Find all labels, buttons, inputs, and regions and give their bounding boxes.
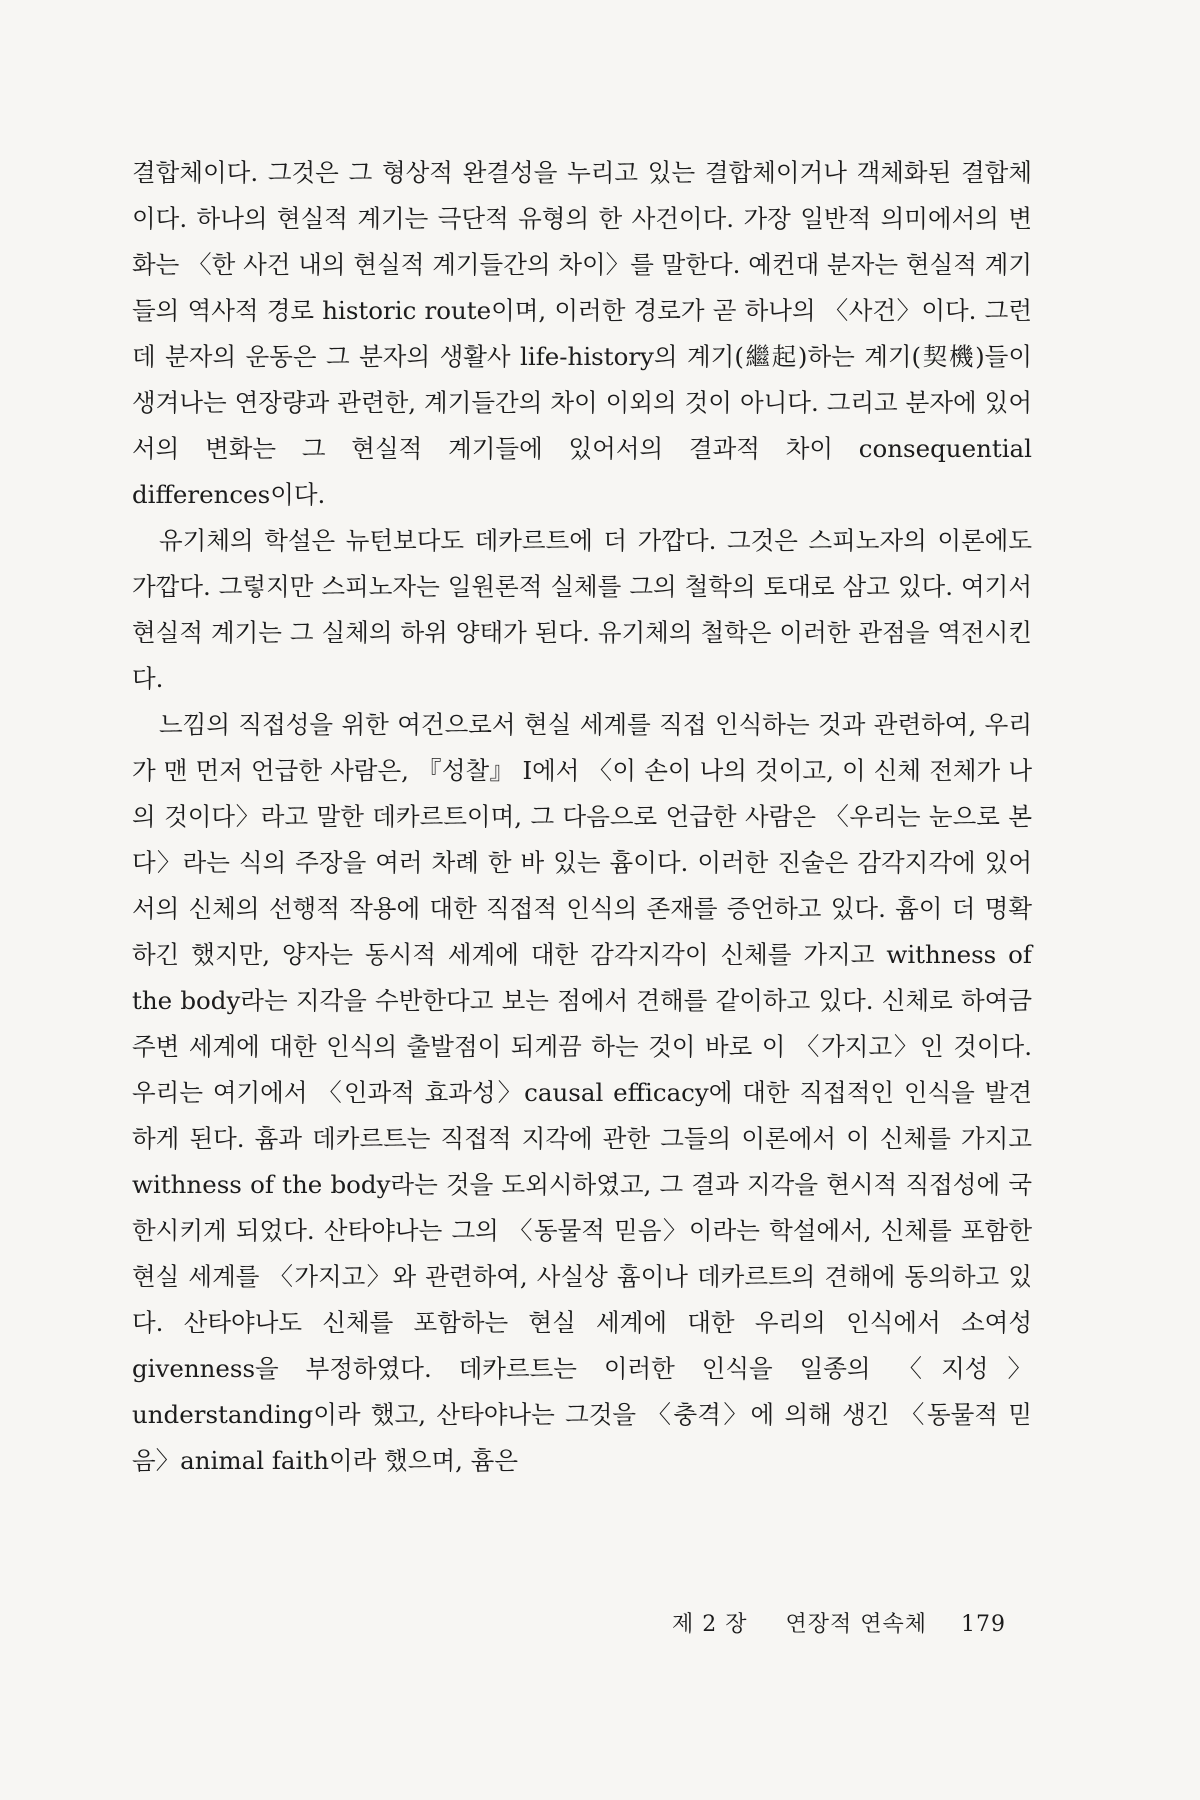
footer-chapter-title: 연장적 연속체	[785, 1612, 928, 1637]
running-footer	[672, 1607, 1006, 1638]
page-number: 179	[961, 1612, 1007, 1637]
paragraph-2: 유기체의 학설은 뉴턴보다도 데카르트에 더 가깝다. 그것은 스피노자의 이론에도 가깝다. 그렇지만 스피노자는 일원론적 실체를 그의 철학의 토대로 삼고 있다. 여기서 현실적 계기는 그 실체의 하위 양태가 된다. 유기체의 철학은 이러한 관점을 역전시킨다.	[132, 526, 1032, 693]
body-text	[132, 150, 1032, 1484]
paragraph-3: 느낌의 직접성을 위한 여건으로서 현실 세계를 직접 인식하는 것과 관련하여, 우리가 맨 먼저 언급한 사람은, 『성찰』 I에서 〈이 손이 나의 것이고, 이 신체 전체가 나의 것이다〉라고 말한 데카르트이며, 그 다음으로 언급한 사람은 〈우리는 눈으로 본다〉라는 식의 주장을 여러 차례 한 바 있는 흄이다. 이러한 진술은 감각지각에 있어서의 신체의 선행적 작용에 대한 직접적 인식의 존재를 증언하고 있다. 흄이 더 명확하긴 했지만, 양자는 동시적 세계에 대한 감각지각이 신체를 가지고 withness of the body라는 지각을 수반한다고 보는 점에서 견해를 같이하고 있다. 신체로 하여금 주변 세계에 대한 인식의 출발점이 되게끔 하는 것이 바로 이 〈가지고〉인 것이다. 우리는 여기에서 〈인과적 효과성〉causal efficacy에 대한 직접적인 인식을 발견하게 된다. 흄과 데카르트는 직접적 지각에 관한 그들의 이론에서 이 신체를 가지고 withness of the body라는 것을 도외시하였고, 그 결과 지각을 현시적 직접성에 국한시키게 되었다. 산타야나는 그의 〈동물적 믿음〉이라는 학설에서, 신체를 포함한 현실 세계를 〈가지고〉와 관련하여, 사실상 흄이나 데카르트의 견해에 동의하고 있다. 산타야나도 신체를 포함하는 현실 세계에 대한 우리의 인식에서 소여성 givenness을 부정하였다. 데카르트는 이러한 인식을 일종의 〈지성〉understanding이라 했고, 산타야나는 그것을 〈충격〉에 의해 생긴 〈동물적 믿음〉animal faith이라 했으며, 흄은	[132, 710, 1032, 1475]
footer-chapter: 제 2 장	[672, 1612, 748, 1637]
paragraph-1: 결합체이다. 그것은 그 형상적 완결성을 누리고 있는 결합체이거나 객체화된 결합체이다. 하나의 현실적 계기는 극단적 유형의 한 사건이다. 가장 일반적 의미에서의 변화는 〈한 사건 내의 현실적 계기들간의 차이〉를 말한다. 예컨대 분자는 현실적 계기들의 역사적 경로 historic route이며, 이러한 경로가 곧 하나의 〈사건〉이다. 그런데 분자의 운동은 그 분자의 생활사 life-history의 계기(繼起)하는 계기(契機)들이 생겨나는 연장량과 관련한, 계기들간의 차이 이외의 것이 아니다. 그리고 분자에 있어서의 변화는 그 현실적 계기들에 있어서의 결과적 차이 consequential differences이다.	[132, 158, 1032, 509]
